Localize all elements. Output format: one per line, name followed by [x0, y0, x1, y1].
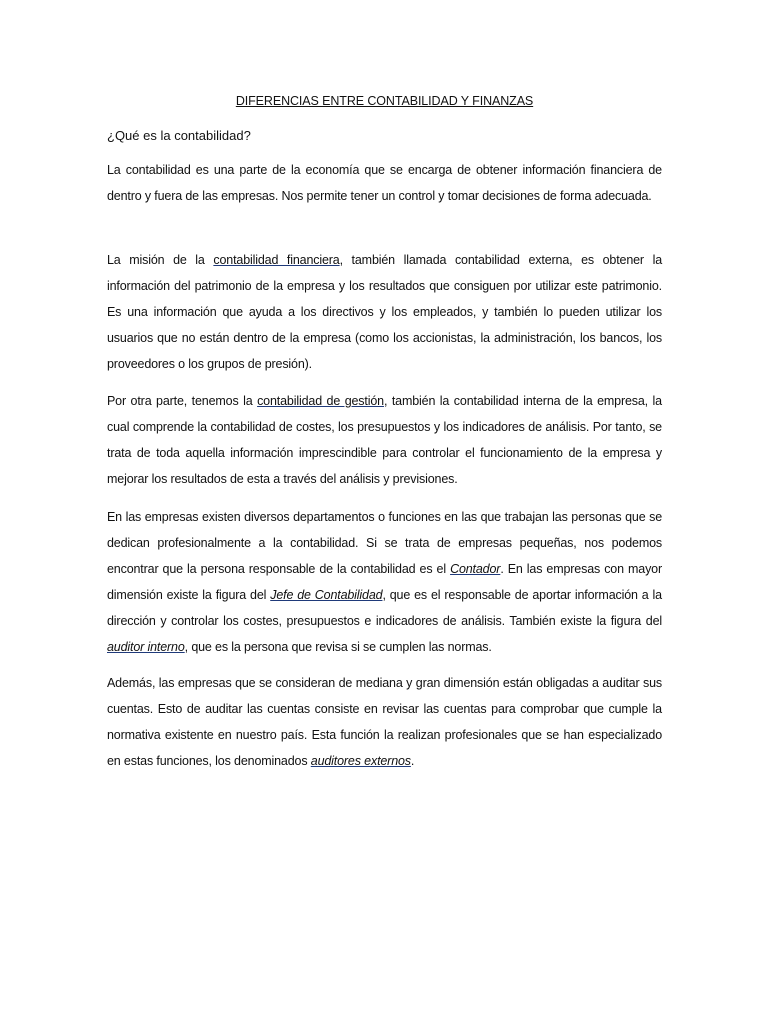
- paragraph-text: Además, las empresas que se consideran de mediana y gran dimensión están obligadas a auditar sus cuentas. Esto de auditar las cuentas consiste en revisar las cuentas para comprobar que cumple la normativa existente en nuestro país. Esta función la realizan profesionales que se han especializado en estas funciones, los denominados: [107, 676, 662, 768]
- paragraph-audit: [107, 671, 662, 775]
- paragraph-text: En las empresas existen diversos departamentos o funciones en las que trabajan las personas que se dedican profesionalmente a la contabilidad. Si se trata de empresas pequeñas, nos podemos encontrar que la persona responsable de la contabilidad es el: [107, 510, 662, 576]
- paragraph-text: , que es la persona que revisa si se cumplen las normas.: [184, 639, 492, 654]
- link-contabilidad-de-gestion[interactable]: contabilidad de gestión: [257, 394, 384, 408]
- paragraph-text: , también la contabilidad interna de la empresa, la cual comprende la contabilidad de costes, los presupuestos y los indicadores de análisis. Por tanto, se trata de toda aquella información imprescindible para controlar el funcionamiento de la empresa y mejorar los resultados de esta a través del análisis y previsiones.: [107, 394, 662, 486]
- paragraph-departments: [107, 505, 662, 660]
- link-jefe-de-contabilidad[interactable]: Jefe de Contabilidad: [270, 587, 383, 602]
- link-auditores-externos[interactable]: auditores externos: [310, 753, 411, 768]
- paragraph-financial-accounting: [107, 248, 662, 378]
- paragraph-text: , también llamada contabilidad externa, es obtener la información del patrimonio de la empresa y los resultados que consiguen por utilizar este patrimonio. Es una información que ayuda a los directivos y los empleados, y también lo pueden utilizar los usuarios que no están dentro de la empresa (como los accionistas, la administración, los bancos, los proveedores o los grupos de presión).: [107, 253, 662, 371]
- paragraph-intro: [107, 158, 662, 210]
- paragraph-text: . En las empresas con mayor dimensión existe la figura del: [107, 561, 662, 602]
- document-title: DIFERENCIAS ENTRE CONTABILIDAD Y FINANZAS: [235, 94, 534, 108]
- section-question: ¿Qué es la contabilidad?: [107, 128, 251, 143]
- link-contabilidad-financiera[interactable]: contabilidad financiera: [213, 253, 340, 267]
- link-auditor-interno[interactable]: auditor interno: [107, 639, 185, 654]
- paragraph-management-accounting: [107, 389, 662, 493]
- paragraph-text: , que es el responsable de aportar información a la dirección y controlar los costes, presupuestos e indicadores de análisis. También existe la figura del: [107, 587, 662, 628]
- link-contador[interactable]: Contador: [450, 561, 501, 576]
- paragraph-text: .: [410, 753, 415, 768]
- paragraph-text: Por otra parte, tenemos la: [107, 394, 258, 408]
- paragraph-intro-text: La contabilidad es una parte de la economía que se encarga de obtener información financiera de dentro y fuera de las empresas. Nos permite tener un control y tomar decisiones de forma adecuada.: [107, 163, 662, 203]
- paragraph-text: La misión de la: [107, 253, 214, 267]
